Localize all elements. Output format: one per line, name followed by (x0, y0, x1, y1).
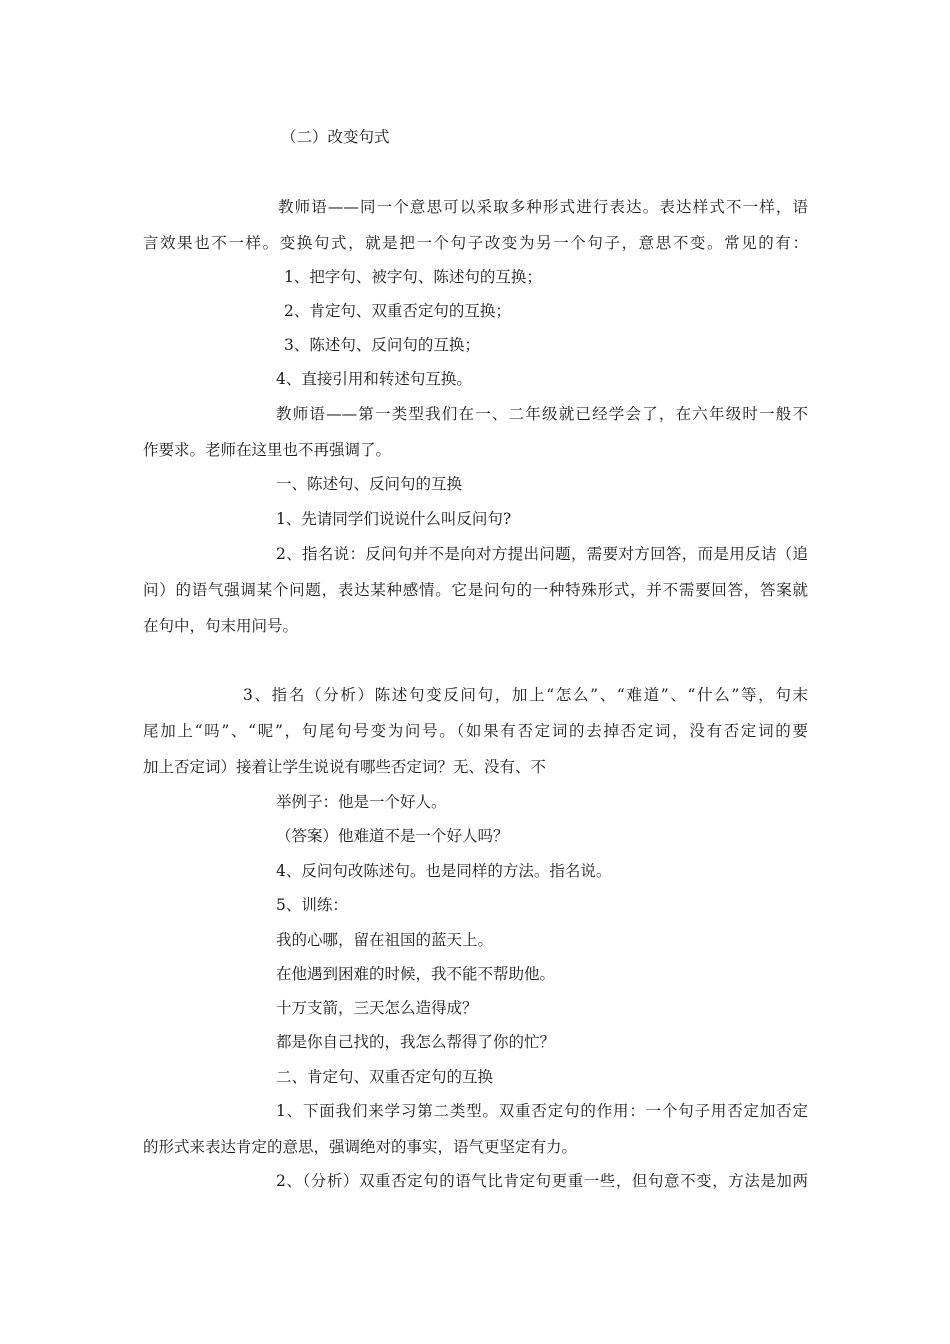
paragraph-line: 问）的语气强调某个问题，表达某种感情。它是问句的一种特殊形式，并不需要回答，答案就 (143, 581, 808, 599)
exercise-item: 都是你自己找的，我怎么帮得了你的忙？ (276, 1033, 556, 1051)
paragraph-line: 言效果也不一样。变换句式，就是把一个句子改变为另一个句子，意思不变。常见的有： (143, 234, 808, 252)
paragraph-line: 尾加上“吗”、“呢”，句尾句号变为问号。（如果有否定词的去掉否定词，没有否定词的要 (143, 722, 808, 740)
paragraph-line: 作要求。老师在这里也不再强调了。 (143, 441, 392, 459)
paragraph-line: 举例子：他是一个好人。 (276, 793, 447, 811)
list-item: 2、肯定句、双重否定句的互换； (284, 302, 511, 320)
paragraph-line: 在句中，句末用问号。 (143, 617, 299, 635)
paragraph-line: 的形式来表达肯定的意思，强调绝对的事实，语气更坚定有力。 (143, 1138, 578, 1156)
paragraph-line: 1、下面我们来学习第二类型。双重否定句的作用：一个句子用否定加否定 (276, 1102, 808, 1120)
paragraph-line: 2、指名说：反问句并不是向对方提出问题，需要对方回答，而是用反诘（追 (276, 545, 808, 563)
paragraph-line: 加上否定词）接着让学生说说有哪些否定词？无、没有、不 (143, 758, 547, 776)
section-subheading: 一、陈述句、反问句的互换 (276, 475, 463, 493)
paragraph-line: 5、训练： (276, 896, 348, 914)
paragraph-line: （答案）他难道不是一个好人吗？ (276, 827, 509, 845)
list-item: 4、直接引用和转述句互换。 (276, 370, 472, 388)
exercise-item: 我的心哪，留在祖国的蓝天上。 (276, 931, 494, 949)
paragraph-line: 教师语——第一类型我们在一、二年级就已经学会了，在六年级时一般不 (276, 405, 808, 423)
paragraph-line: 2、（分析）双重否定句的语气比肯定句更重一些，但句意不变，方法是加两 (276, 1172, 808, 1190)
section-heading: （二）改变句式 (281, 128, 390, 146)
paragraph-line: 3、指名（分析）陈述句变反问句，加上“怎么”、“难道”、“什么”等，句末 (243, 686, 808, 704)
section-subheading: 二、肯定句、双重否定句的互换 (276, 1068, 494, 1086)
list-item: 1、把字句、被字句、陈述句的互换； (284, 268, 542, 286)
paragraph-line: 教师语——同一个意思可以采取多种形式进行表达。表达样式不一样，语 (278, 198, 808, 216)
paragraph-line: 1、先请同学们说说什么叫反问句? (276, 510, 512, 528)
exercise-item: 在他遇到困难的时候，我不能不帮助他。 (276, 965, 556, 983)
exercise-item: 十万支箭，三天怎么造得成？ (276, 999, 478, 1017)
list-item: 3、陈述句、反问句的互换； (284, 336, 480, 354)
paragraph-line: 4、反问句改陈述句。也是同样的方法。指名说。 (276, 862, 612, 880)
